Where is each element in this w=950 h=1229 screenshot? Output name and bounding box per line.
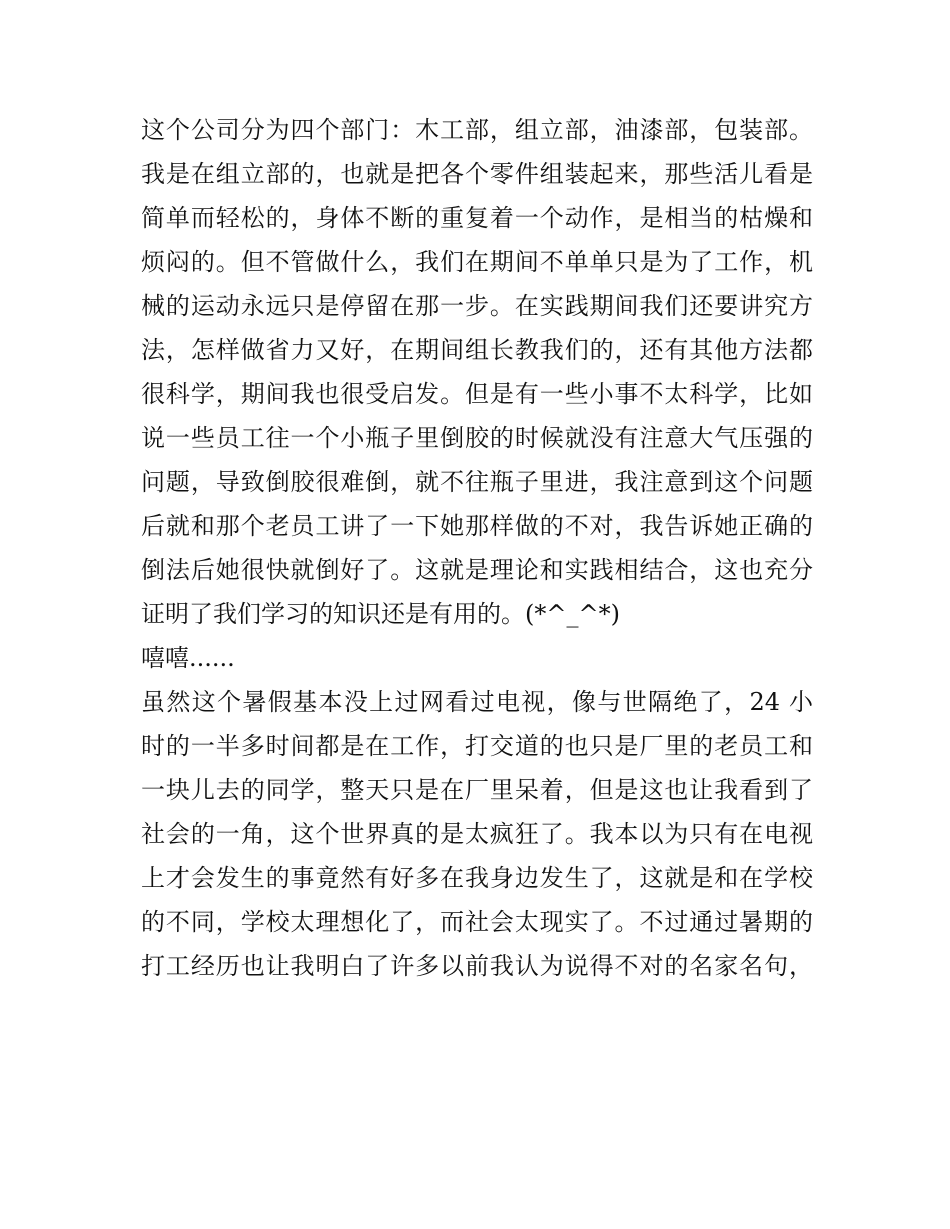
text-line: 法，怎样做省力又好，在期间组长教我们的，还有其他方法都 xyxy=(141,336,813,364)
text-line: 械的运动永远只是停留在那一步。在实践期间我们还要讲究方 xyxy=(141,292,813,320)
text-line: 烦闷的。但不管做什么，我们在期间不单单只是为了工作，机 xyxy=(141,248,813,276)
paragraph-1 xyxy=(141,108,813,680)
text-line: 问题，导致倒胶很难倒，就不往瓶子里进，我注意到这个问题 xyxy=(141,468,813,496)
text-line: 社会的一角，这个世界真的是太疯狂了。我本以为只有在电视 xyxy=(141,820,813,848)
text-line: 上才会发生的事竟然有好多在我身边发生了，这就是和在学校 xyxy=(141,864,813,892)
text-line: 很科学，期间我也很受启发。但是有一些小事不太科学，比如 xyxy=(141,380,813,408)
text-line: 打工经历也让我明白了许多以前我认为说得不对的名家名句， xyxy=(141,952,813,980)
text-line: 的不同，学校太理想化了，而社会太现实了。不过通过暑期的 xyxy=(141,908,813,936)
text-line: 时的一半多时间都是在工作，打交道的也只是厂里的老员工和 xyxy=(141,732,813,760)
text-line: 说一些员工往一个小瓶子里倒胶的时候就没有注意大气压强的 xyxy=(141,424,813,452)
paragraph-2 xyxy=(141,680,813,988)
text-line: 嘻嘻...... xyxy=(141,644,235,672)
text-line: 这个公司分为四个部门：木工部，组立部，油漆部，包装部。 xyxy=(141,116,813,144)
text-line: 一块儿去的同学，整天只是在厂里呆着，但是这也让我看到了 xyxy=(141,776,813,804)
text-line: 简单而轻松的，身体不断的重复着一个动作，是相当的枯燥和 xyxy=(141,204,813,232)
text-line: 我是在组立部的，也就是把各个零件组装起来，那些活儿看是 xyxy=(141,160,813,188)
document-body xyxy=(141,108,813,988)
text-line: 虽然这个暑假基本没上过网看过电视，像与世隔绝了，24 小 xyxy=(141,688,813,716)
text-line: 倒法后她很快就倒好了。这就是理论和实践相结合，这也充分 xyxy=(141,556,813,584)
text-line: 证明了我们学习的知识还是有用的。(*^_^*) xyxy=(141,600,620,628)
text-line: 后就和那个老员工讲了一下她那样做的不对，我告诉她正确的 xyxy=(141,512,813,540)
